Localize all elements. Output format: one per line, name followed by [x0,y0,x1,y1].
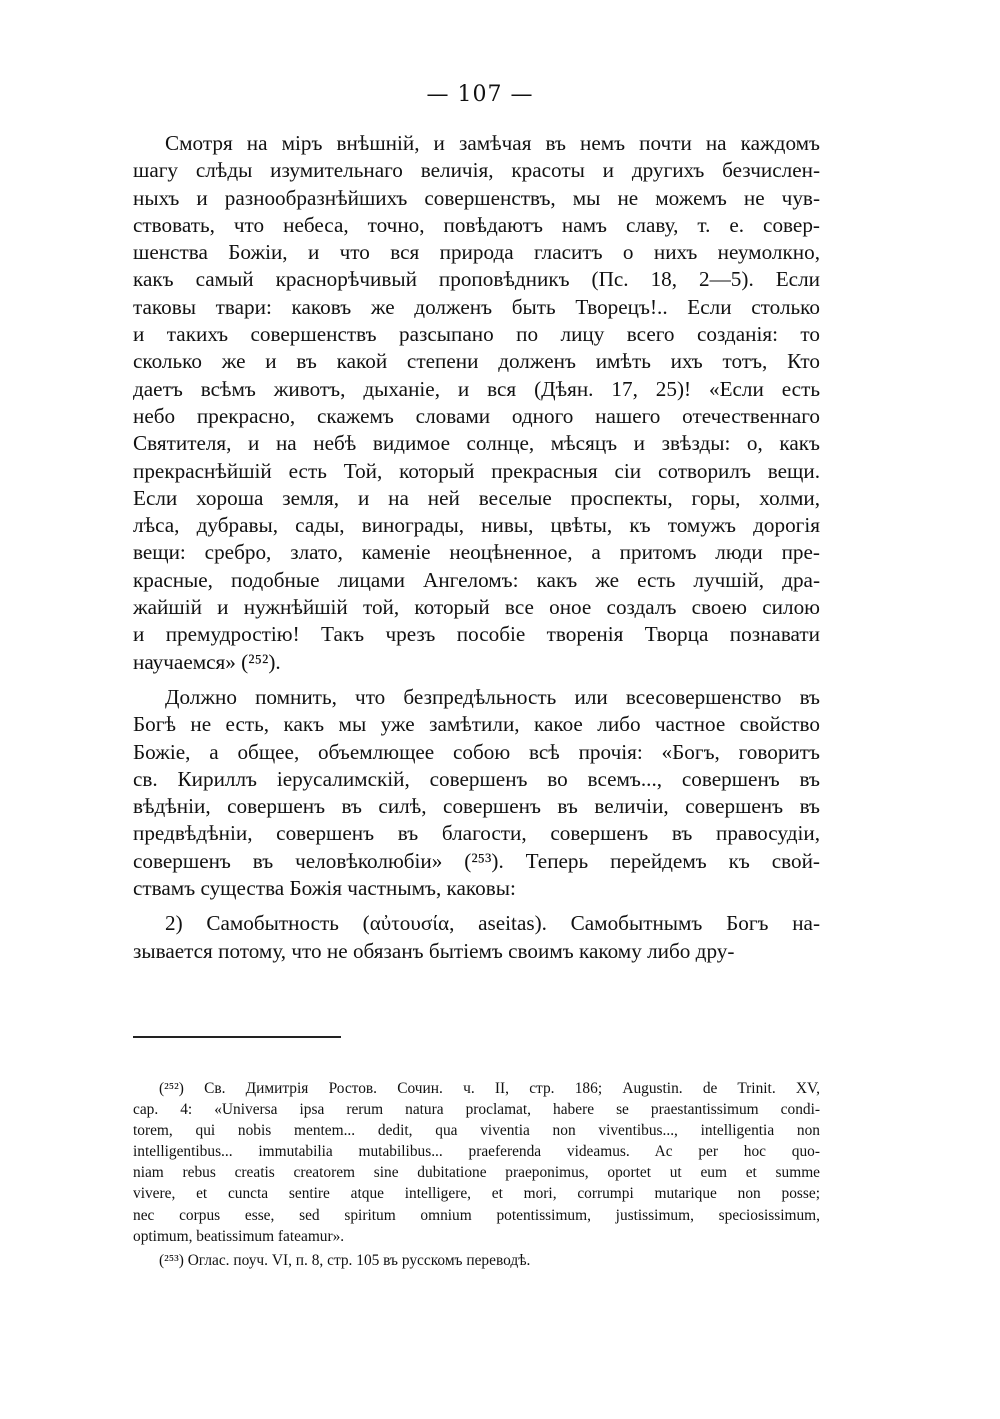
paragraph-line: Если хороша земля, и на ней веселые проспекты, горы, холми, [133,485,820,510]
paragraph-line: лѣса, дубравы, сады, винограды, нивы, цвѣты, къ томужъ дорогія [133,513,820,538]
paragraph-line: жайшій и нужнѣйшій той, который все оное создалъ своею силою [133,595,820,620]
paragraph-line: красные, подобные лицами Ангеломъ: какъ же есть лучшій, дра- [133,567,820,592]
paragraph-line: вещи: сребро, злато, каменіе неоцѣненное, а притомъ люди пре- [133,540,820,565]
footnote-line: (²⁵²) Св. Димитрія Ростов. Сочин. ч. II, стр. 186; Augustin. de Trinit. XV, [159,1080,820,1097]
paragraph-line: сколько же и въ какой степени долженъ имѣть ихъ тотъ, Кто [133,349,820,374]
body-text [133,130,820,965]
paragraph-line: ствовать, что небеса, точно, повѣдаютъ намъ славу, т. е. совер- [133,212,820,237]
footnotes [133,1078,820,1271]
paragraph-line: даетъ всѣмъ животъ, дыханіе, и вся (Дѣян. 17, 25)! «Если есть [133,376,820,401]
paragraph-line: зывается потому, что не обязанъ бытіемъ своимъ какому либо дру- [133,938,735,963]
paragraph-line: небо прекрасно, скажемъ словами одного нашего отечественнаго [133,403,820,428]
footnote-divider [133,1036,341,1038]
paragraph-line: Богѣ не есть, какъ мы уже замѣтили, какое либо частное свойство [133,712,820,737]
paragraph-line: шенства Божіи, и что вся природа гласитъ о нихъ неумолкно, [133,240,820,265]
paragraph-line: прекраснѣйшій есть Той, который прекрасныя сіи сотворилъ вещи. [133,458,820,483]
paragraph-gap [133,902,820,910]
paragraph-line: ствамъ существа Божія частнымъ, каковы: [133,876,516,901]
footnote-line: cap. 4: «Universa ipsa rerum natura proclamat, habere se praestantissimum condi- [133,1101,820,1119]
footnote-line: vivere, et cuncta sentire atque intelligere, et mori, corrumpi mutarique non posse; [133,1185,820,1203]
paragraph-line: Смотря на міръ внѣшній, и замѣчая въ немъ почти на каждомъ [165,131,820,155]
paragraph-line: таковы твари: каковъ же долженъ быть Творецъ!.. Если столько [133,294,820,319]
footnote-line: torem, qui nobis mentem... dedit, qua viventia non viventibus..., intelligentia non [133,1122,820,1140]
paragraph-line: Должно помнить, что безпредѣльность или всесовершенство въ [165,684,820,709]
paragraph-line: шагу слѣды изумительнаго величія, красоты и другихъ безчислен- [133,158,820,183]
paragraph-line: Святителя, и на небѣ видимое солнце, мѣсяцъ и звѣзды: о, какъ [133,431,820,456]
footnote-line: (²⁵³) Оглас. поуч. VI, п. 8, стр. 105 въ русскомъ переводѣ. [159,1251,531,1269]
footnote-line: optimum, beatissimum fateamur». [133,1227,345,1245]
paragraph-line: научаемся» (²⁵²). [133,649,281,674]
paragraph-line: какъ самый краснорѣчивый проповѣдникъ (Пс. 18, 2—5). Если [133,267,820,292]
paragraph-line: Божіе, а общее, объемлющее собою всѣ прочія: «Богъ, говоритъ [133,739,820,764]
paragraph-line: совершенъ въ человѣколюбіи» (²⁵³). Теперь перейдемъ къ свой- [133,848,820,873]
footnote-line: nec corpus esse, sed spiritum omnium potentissimum, justissimum, speciosissimum, [133,1206,820,1224]
paragraph-line: вѣдѣніи, совершенъ въ силѣ, совершенъ въ величіи, совершенъ въ [133,794,820,819]
paragraph-line: св. Кириллъ іерусалимскій, совершенъ во всемъ..., совершенъ въ [133,766,820,791]
paragraph-line: предвѣдѣніи, совершенъ въ благости, совершенъ въ правосудіи, [133,821,820,846]
paragraph-line: и премудростію! Такъ чрезъ пособіе творенія Творца познавати [133,622,820,647]
paragraph-line: и такихъ совершенствъ разсыпано по лицу всего созданія: то [133,322,820,347]
paragraph-line: 2) Самобытность (αὐτουσία, aseitas). Самобытнымъ Богъ на- [165,911,820,936]
footnote-line: intelligentibus... immutabilia mutabilibus... praeferenda videamus. Ac per hoc quo- [133,1143,820,1161]
paragraph-gap [133,676,820,684]
page-number: — 107 — [426,82,534,107]
footnote-line: niam rebus creatis creatorem sine dubitatione praeponimus, oportet ut eum et summe [133,1164,820,1182]
paragraph-line: ныхъ и разнообразнѣйшихъ совершенствъ, мы не можемъ не чув- [133,185,820,210]
